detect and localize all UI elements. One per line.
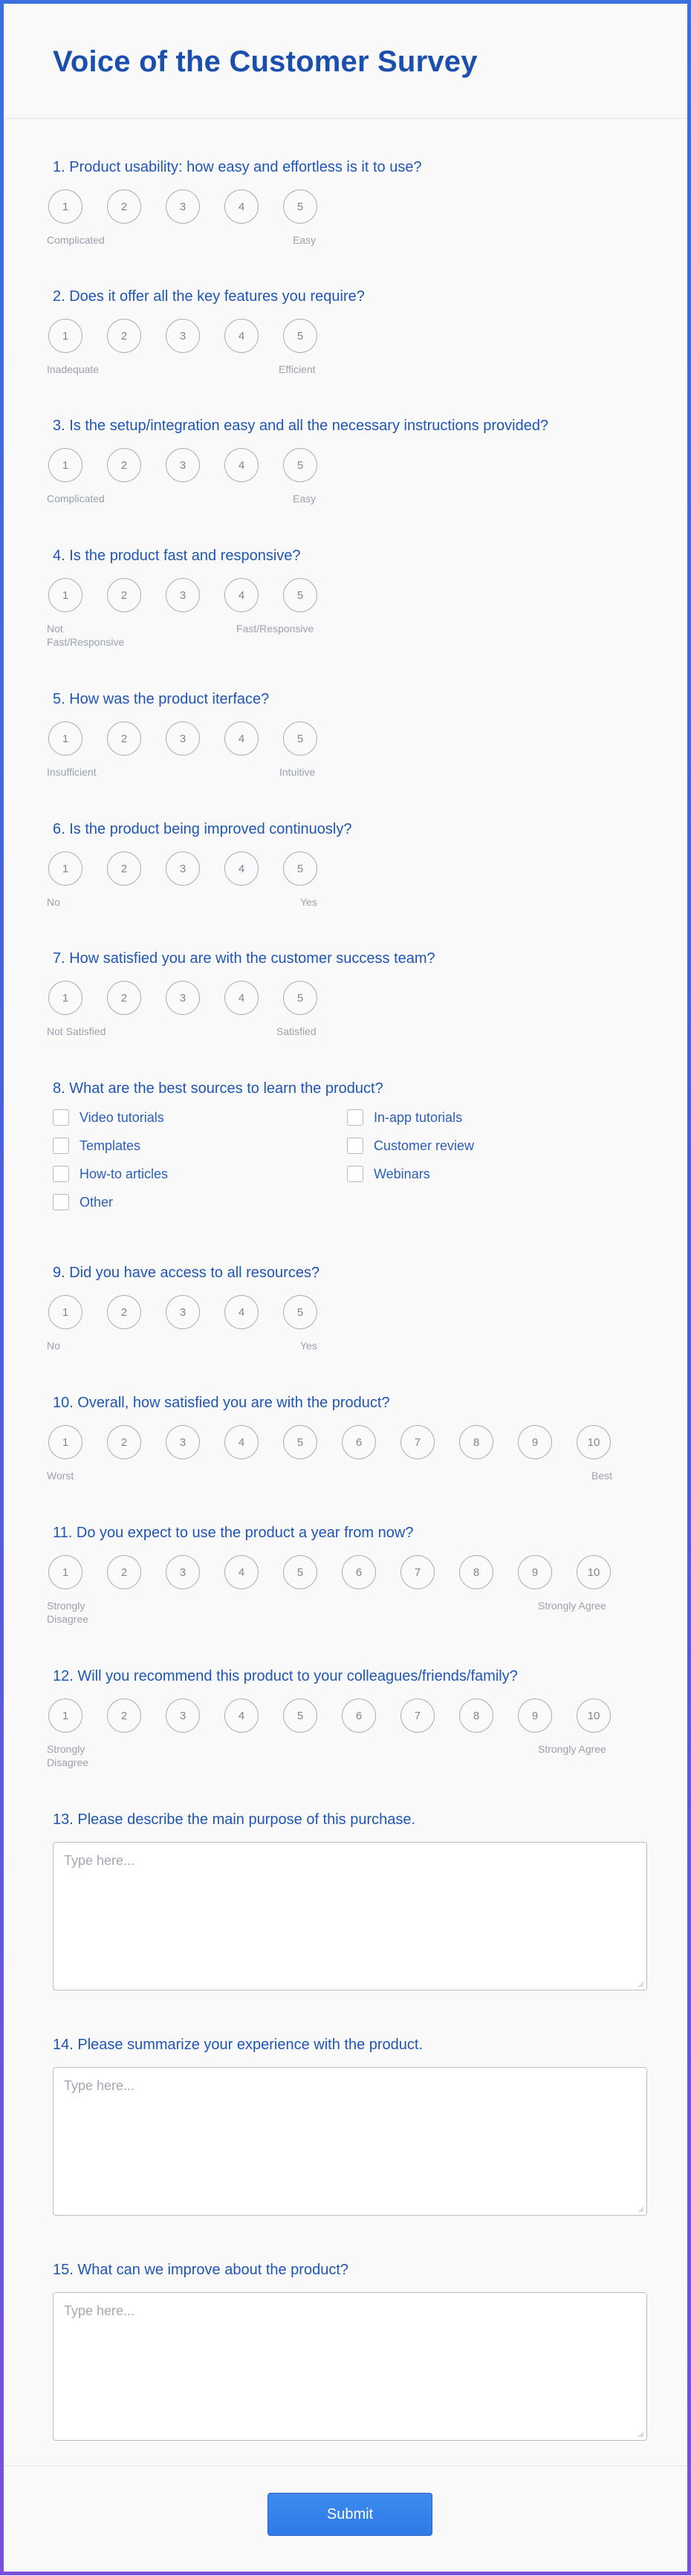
rating-scale [47, 1699, 643, 1768]
question-label: 5. How was the product iterface? [53, 691, 270, 707]
scale-low-label [47, 622, 124, 649]
rating-option-10[interactable]: 10 [577, 1699, 611, 1733]
question-label: 14. Please summarize your experience with the product. [53, 2037, 424, 2053]
scale-low-label-line-1: Strongly [47, 1743, 85, 1755]
scale-high-label: Strongly Agree [538, 1743, 606, 1755]
form-header [4, 4, 687, 119]
question-label: 6. Is the product being improved continuosly? [53, 821, 352, 837]
question-label: 15. What can we improve about the product? [53, 2262, 349, 2278]
scale-high-label: Strongly Agree [538, 1600, 606, 1612]
question-5 [47, 690, 643, 778]
checkbox[interactable] [53, 1194, 69, 1210]
rating-option-4[interactable]: 4 [224, 981, 259, 1015]
resize-grip-icon[interactable] [637, 2205, 644, 2213]
rating-option-3[interactable]: 3 [166, 721, 200, 756]
rating-option-4[interactable]: 4 [224, 319, 259, 353]
rating-option-3[interactable]: 3 [166, 189, 200, 224]
option-video-tutorials[interactable] [53, 1109, 164, 1126]
scale-low-label: Insufficient [47, 766, 97, 778]
rating-option-2[interactable]: 2 [107, 981, 141, 1015]
answer-textarea[interactable] [53, 1842, 647, 1991]
rating-option-5[interactable]: 5 [283, 981, 317, 1015]
question-2 [47, 288, 643, 375]
rating-option-8[interactable]: 8 [459, 1555, 493, 1589]
resize-grip-icon[interactable] [637, 1980, 644, 1988]
rating-scale [47, 189, 643, 246]
question-label: 8. What are the best sources to learn the product? [53, 1080, 383, 1097]
question-6 [47, 820, 643, 908]
rating-option-5[interactable]: 5 [283, 319, 317, 353]
rating-option-1[interactable]: 1 [48, 319, 82, 353]
rating-option-1[interactable]: 1 [48, 851, 82, 886]
question-label: 11. Do you expect to use the product a year from now? [53, 1525, 414, 1541]
checkbox[interactable] [347, 1138, 363, 1154]
rating-option-4[interactable]: 4 [224, 578, 259, 612]
option-in-app-tutorials[interactable] [347, 1109, 462, 1126]
rating-option-5[interactable]: 5 [283, 189, 317, 224]
scale-high-label: Efficient [279, 363, 316, 375]
scale-low-label: Complicated [47, 493, 105, 505]
question-label: 13. Please describe the main purpose of this purchase. [53, 1811, 416, 1828]
question-label: 10. Overall, how satisfied you are with the product? [53, 1395, 390, 1411]
rating-option-5[interactable]: 5 [283, 1295, 317, 1329]
rating-option-2[interactable]: 2 [107, 1555, 141, 1589]
rating-option-5[interactable]: 5 [283, 1425, 317, 1459]
rating-option-1[interactable]: 1 [48, 448, 82, 482]
option-label: Customer review [374, 1138, 475, 1153]
rating-scale [47, 578, 643, 648]
rating-option-9[interactable]: 9 [518, 1699, 552, 1733]
rating-option-2[interactable]: 2 [107, 189, 141, 224]
scale-high-label: Yes [300, 1340, 317, 1352]
question-label: 1. Product usability: how easy and effortless is it to use? [53, 159, 422, 175]
rating-option-2[interactable]: 2 [107, 1699, 141, 1733]
rating-option-3[interactable]: 3 [166, 1425, 200, 1459]
rating-option-5[interactable]: 5 [283, 851, 317, 886]
rating-option-1[interactable]: 1 [48, 981, 82, 1015]
question-7 [47, 950, 643, 1037]
question-label: 2. Does it offer all the key features you require? [53, 288, 365, 305]
rating-option-3[interactable]: 3 [166, 1555, 200, 1589]
rating-option-1[interactable]: 1 [48, 189, 82, 224]
scale-high-label: Yes [300, 896, 317, 908]
rating-option-6[interactable]: 6 [342, 1425, 376, 1459]
question-label: 9. Did you have access to all resources? [53, 1265, 320, 1281]
question-14 [53, 2036, 643, 2216]
rating-scale [47, 448, 643, 505]
option-how-to-articles[interactable] [53, 1166, 168, 1182]
scale-low-label: No [47, 896, 60, 908]
question-8 [53, 1080, 643, 1210]
option-label: Video tutorials [80, 1109, 164, 1125]
rating-option-6[interactable]: 6 [342, 1555, 376, 1589]
scale-high-label: Fast/Responsive [236, 623, 314, 635]
checkbox[interactable] [53, 1166, 69, 1182]
submit-button[interactable]: Submit [267, 2493, 432, 2536]
rating-option-6[interactable]: 6 [342, 1699, 376, 1733]
rating-option-2[interactable]: 2 [107, 578, 141, 612]
scale-low-label [47, 1599, 88, 1626]
rating-option-3[interactable]: 3 [166, 851, 200, 886]
question-1 [47, 158, 643, 246]
question-label: 3. Is the setup/integration easy and all the necessary instructions provided? [53, 418, 549, 434]
rating-option-9[interactable]: 9 [518, 1555, 552, 1589]
rating-option-8[interactable]: 8 [459, 1699, 493, 1733]
checkbox[interactable] [347, 1109, 363, 1126]
form-footer [4, 2465, 687, 2576]
question-label: 7. How satisfied you are with the customer success team? [53, 950, 435, 967]
question-10 [47, 1394, 643, 1482]
rating-option-3[interactable]: 3 [166, 981, 200, 1015]
textarea-placeholder: Type here... [64, 1853, 135, 1868]
scale-high-label: Satisfied [276, 1025, 317, 1037]
option-label: Other [80, 1194, 114, 1210]
rating-option-3[interactable]: 3 [166, 319, 200, 353]
rating-option-1[interactable]: 1 [48, 1555, 82, 1589]
rating-option-2[interactable]: 2 [107, 1425, 141, 1459]
question-3 [47, 417, 643, 505]
rating-option-8[interactable]: 8 [459, 1425, 493, 1459]
rating-scale [47, 721, 643, 778]
rating-option-2[interactable]: 2 [107, 851, 141, 886]
rating-scale [47, 1425, 643, 1482]
option-other[interactable] [53, 1194, 113, 1210]
rating-option-10[interactable]: 10 [577, 1425, 611, 1459]
scale-low-label: Inadequate [47, 363, 100, 375]
rating-option-4[interactable]: 4 [224, 1555, 259, 1589]
rating-option-9[interactable]: 9 [518, 1425, 552, 1459]
rating-option-3[interactable]: 3 [166, 1295, 200, 1329]
rating-option-2[interactable]: 2 [107, 721, 141, 756]
question-label: 12. Will you recommend this product to your colleagues/friends/family? [53, 1668, 518, 1684]
scale-low-label-line-1: Not [47, 623, 63, 635]
rating-option-2[interactable]: 2 [107, 1295, 141, 1329]
option-webinars[interactable] [347, 1166, 430, 1182]
rating-option-4[interactable]: 4 [224, 1295, 259, 1329]
scale-low-label: Not Satisfied [47, 1025, 106, 1037]
rating-scale [47, 851, 643, 908]
scale-low-label-line-2: Disagree [47, 1756, 89, 1768]
rating-option-4[interactable]: 4 [224, 721, 259, 756]
rating-option-3[interactable]: 3 [166, 448, 200, 482]
rating-scale [47, 319, 643, 375]
question-4 [47, 547, 643, 648]
question-13 [53, 1811, 643, 1991]
rating-option-2[interactable]: 2 [107, 448, 141, 482]
scale-high-label: Best [591, 1470, 613, 1482]
textarea-placeholder: Type here... [64, 2303, 135, 2318]
answer-textarea[interactable] [53, 2292, 647, 2441]
rating-option-1[interactable]: 1 [48, 1425, 82, 1459]
rating-option-3[interactable]: 3 [166, 578, 200, 612]
resize-grip-icon[interactable] [637, 2430, 644, 2438]
question-9 [47, 1264, 643, 1352]
scale-high-label: Easy [293, 234, 317, 246]
scale-low-label: No [47, 1340, 60, 1352]
rating-option-5[interactable]: 5 [283, 1555, 317, 1589]
rating-option-4[interactable]: 4 [224, 448, 259, 482]
option-customer-review[interactable] [347, 1138, 474, 1154]
rating-option-5[interactable]: 5 [283, 721, 317, 756]
question-11 [47, 1524, 643, 1625]
rating-option-10[interactable]: 10 [577, 1555, 611, 1589]
scale-low-label [47, 1742, 88, 1769]
rating-option-7[interactable]: 7 [400, 1425, 435, 1459]
rating-scale [47, 1295, 643, 1352]
rating-option-4[interactable]: 4 [224, 1699, 259, 1733]
checkbox[interactable] [53, 1138, 69, 1154]
rating-scale [47, 1555, 643, 1625]
scale-low-label-line-1: Strongly [47, 1600, 85, 1612]
question-label: 4. Is the product fast and responsive? [53, 548, 301, 564]
scale-high-label: Easy [293, 493, 317, 505]
rating-option-4[interactable]: 4 [224, 189, 259, 224]
rating-option-1[interactable]: 1 [48, 578, 82, 612]
option-label: In-app tutorials [374, 1109, 463, 1125]
rating-option-3[interactable]: 3 [166, 1699, 200, 1733]
rating-option-5[interactable]: 5 [283, 578, 317, 612]
question-15 [53, 2261, 643, 2441]
scale-high-label: Intuitive [279, 766, 316, 778]
rating-option-2[interactable]: 2 [107, 319, 141, 353]
rating-option-7[interactable]: 7 [400, 1555, 435, 1589]
option-label: Templates [80, 1138, 141, 1153]
rating-option-7[interactable]: 7 [400, 1699, 435, 1733]
rating-scale [47, 981, 643, 1037]
option-templates[interactable] [53, 1138, 140, 1154]
rating-option-4[interactable]: 4 [224, 1425, 259, 1459]
rating-option-5[interactable]: 5 [283, 1699, 317, 1733]
textarea-placeholder: Type here... [64, 2078, 135, 2093]
rating-option-4[interactable]: 4 [224, 851, 259, 886]
scale-low-label: Complicated [47, 234, 105, 246]
scale-low-label: Worst [47, 1470, 74, 1482]
option-label: How-to articles [80, 1166, 169, 1181]
checkbox[interactable] [347, 1166, 363, 1182]
scale-low-label-line-2: Disagree [47, 1613, 89, 1625]
question-12 [47, 1667, 643, 1768]
rating-option-1[interactable]: 1 [48, 1699, 82, 1733]
option-label: Webinars [374, 1166, 430, 1181]
form-title: Voice of the Customer Survey [53, 45, 478, 78]
checkbox[interactable] [53, 1109, 69, 1126]
rating-option-1[interactable]: 1 [48, 1295, 82, 1329]
rating-option-5[interactable]: 5 [283, 448, 317, 482]
rating-option-1[interactable]: 1 [48, 721, 82, 756]
answer-textarea[interactable] [53, 2067, 647, 2216]
scale-low-label-line-2: Fast/Responsive [47, 636, 125, 648]
